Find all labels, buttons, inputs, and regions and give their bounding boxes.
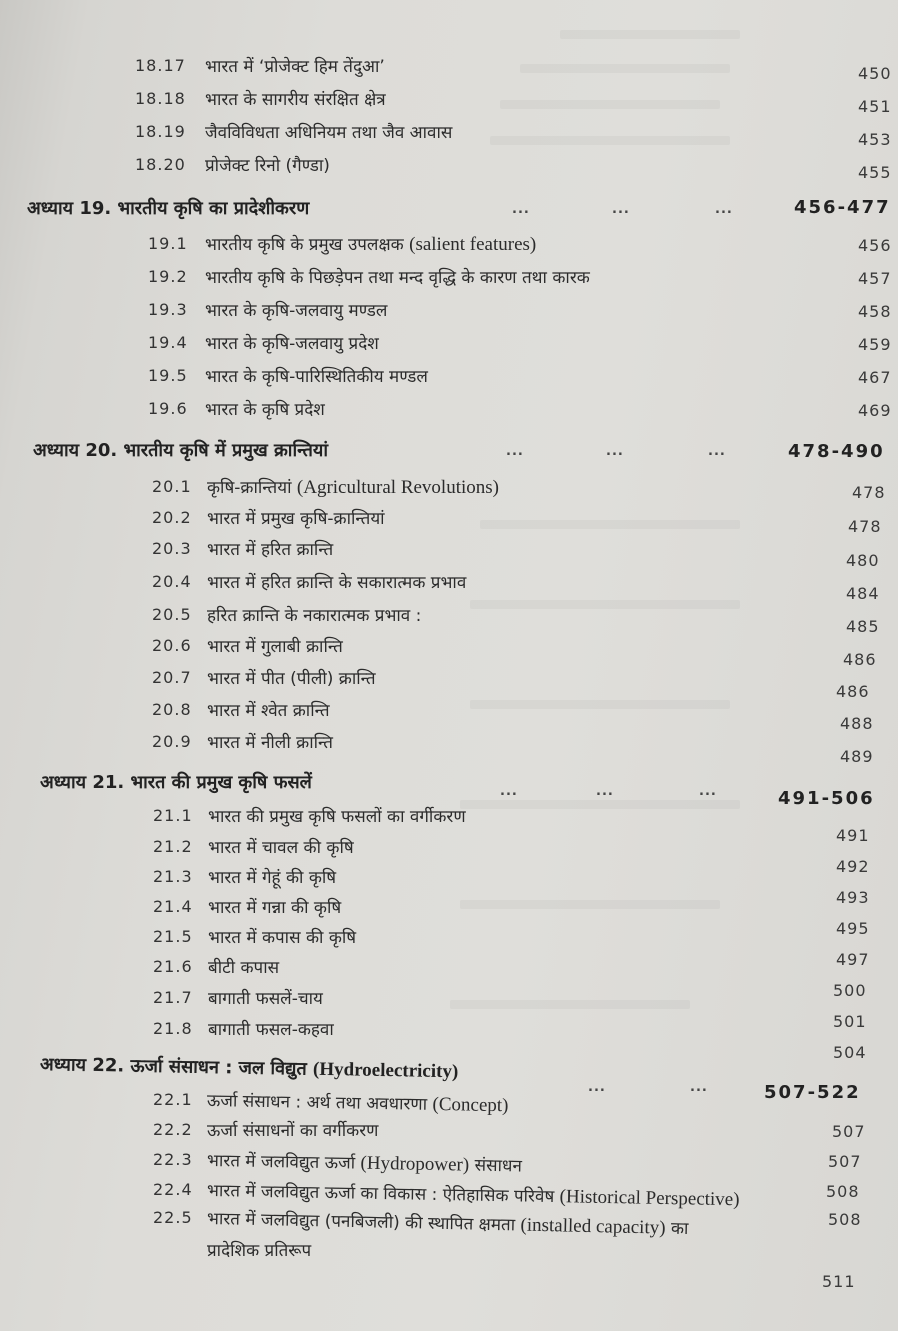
toc-entry[interactable] <box>0 1019 898 1062</box>
entry-number: 19.2 <box>148 267 188 286</box>
entry-title: भारत में जलविद्युत ऊर्जा (Hydropower) संसाधन <box>206 1151 523 1177</box>
entry-page: 450 <box>858 64 892 83</box>
toc-entry[interactable] <box>0 155 898 185</box>
toc-entry[interactable] <box>0 806 898 845</box>
entry-number: 20.5 <box>152 605 192 624</box>
toc-entry[interactable] <box>0 732 898 766</box>
entry-title: भारत के कृषि-पारिस्थितिकीय मण्डल <box>205 367 428 387</box>
entry-title: भारत के सागरीय संरक्षित क्षेत्र <box>205 90 386 110</box>
toc-entry[interactable] <box>0 605 898 635</box>
entry-page: 456 <box>858 236 892 255</box>
entry-title: भारत में गन्ना की कृषि <box>208 898 342 918</box>
leader-dots: ... <box>588 1080 606 1095</box>
entry-page: 489 <box>840 747 874 766</box>
entry-title: भारत के कृषि-जलवायु प्रदेश <box>205 334 379 354</box>
toc-entry[interactable] <box>0 333 898 363</box>
entry-title: भारत में जलविद्युत (पनबिजली) की स्थापित क्षमता (installed capacity) का <box>206 1209 689 1240</box>
entry-title: जैवविविधता अधिनियम तथा जैव आवास <box>205 123 453 143</box>
entry-page: 495 <box>836 919 870 938</box>
entry-title: भारतीय कृषि के प्रमुख उपलक्षक (salient features) <box>205 234 537 255</box>
leader-dots: ... <box>506 444 524 459</box>
entry-number: 20.1 <box>152 477 192 496</box>
entry-number: 18.20 <box>135 155 186 174</box>
entry-page: 453 <box>858 130 892 149</box>
entry-title: भारत में चावल की कृषि <box>208 838 354 858</box>
entry-title: प्रोजेक्ट रिनो (गैण्डा) <box>205 156 330 176</box>
entry-title: भारत में हरित क्रान्ति के सकारात्मक प्रभाव <box>207 573 467 593</box>
toc-entry[interactable] <box>0 636 898 669</box>
entry-title: भारत में कपास की कृषि <box>208 928 357 948</box>
entry-page: 500 <box>833 981 867 1000</box>
entry-number: 20.9 <box>152 732 192 751</box>
entry-page: 478 <box>848 517 882 536</box>
entry-title: भारत में प्रमुख कृषि-क्रान्तियां <box>207 509 385 529</box>
entry-title: भारत में ‘प्रोजेक्ट हिम तेंदुआ’ <box>205 57 385 77</box>
entry-number: 21.8 <box>153 1019 193 1038</box>
entry-number: 19.5 <box>148 366 188 385</box>
entry-title: भारत के कृषि प्रदेश <box>205 400 325 420</box>
entry-page: 491 <box>836 826 870 845</box>
entry-page: 492 <box>836 857 870 876</box>
entry-title: बीटी कपास <box>208 958 280 978</box>
entry-page: 451 <box>858 97 892 116</box>
entry-title: कृषि-क्रान्तियां (Agricultural Revolutions) <box>207 477 499 498</box>
toc-entry[interactable] <box>0 122 898 152</box>
entry-title: भारत में जलविद्युत ऊर्जा का विकास : ऐतिहासिक परिवेष (Historical Perspective) <box>206 1181 740 1211</box>
toc-entry[interactable] <box>0 700 898 733</box>
toc-entry[interactable] <box>0 267 898 297</box>
leader-dots: ... <box>699 784 717 799</box>
entry-page: 469 <box>858 401 892 420</box>
entry-number: 18.19 <box>135 122 186 141</box>
entry-page: 458 <box>858 302 892 321</box>
entry-page: 501 <box>833 1012 867 1031</box>
chapter-label: अध्याय 19. भारतीय कृषि का प्रादेशीकरण <box>27 198 310 219</box>
entry-title: भारत के कृषि-जलवायु मण्डल <box>205 301 388 321</box>
entry-title-continued: प्रादेशिक प्रतिरूप <box>207 1241 312 1261</box>
entry-number: 22.3 <box>153 1150 193 1169</box>
entry-number: 20.2 <box>152 508 192 527</box>
entry-title: भारत में पीत (पीली) क्रान्ति <box>207 669 376 689</box>
chapter-label: अध्याय 20. भारतीय कृषि में प्रमुख क्रान्तियां <box>33 440 329 461</box>
toc-entry[interactable] <box>0 837 898 876</box>
entry-title: भारत में हरित क्रान्ति <box>207 540 334 560</box>
toc-entry[interactable] <box>0 366 898 396</box>
toc-entry[interactable] <box>0 1208 898 1291</box>
entry-number: 21.2 <box>153 837 193 856</box>
leader-dots: ... <box>612 202 630 217</box>
entry-number: 21.5 <box>153 927 193 946</box>
entry-number: 20.3 <box>152 539 192 558</box>
entry-page: 467 <box>858 368 892 387</box>
toc-entry[interactable] <box>0 56 898 86</box>
show-through-text <box>560 30 740 39</box>
entry-page: 488 <box>840 714 874 733</box>
entry-title: भारतीय कृषि के पिछड़ेपन तथा मन्द वृद्धि के कारण तथा कारक <box>205 268 590 288</box>
entry-title: ऊर्जा संसाधनों का वर्गीकरण <box>207 1121 379 1141</box>
toc-entry[interactable] <box>0 539 898 569</box>
entry-page: 486 <box>843 650 877 669</box>
entry-number: 18.17 <box>135 56 186 75</box>
entry-number: 20.7 <box>152 668 192 687</box>
toc-entry[interactable] <box>0 234 898 264</box>
leader-dots: ... <box>500 784 518 799</box>
entry-page: 507 <box>828 1152 862 1171</box>
toc-entry[interactable] <box>0 399 898 429</box>
entry-title: भारत में गुलाबी क्रान्ति <box>207 637 343 657</box>
chapter-heading-19[interactable] <box>0 196 898 226</box>
leader-dots: ... <box>606 444 624 459</box>
entry-page: 485 <box>846 617 880 636</box>
entry-number: 20.6 <box>152 636 192 655</box>
leader-dots: ... <box>512 202 530 217</box>
toc-entry[interactable] <box>0 477 898 507</box>
chapter-page-range: 491-506 <box>778 788 875 809</box>
entry-page: 507 <box>832 1122 866 1141</box>
entry-number: 21.3 <box>153 867 193 886</box>
chapter-page-range: 507-522 <box>764 1082 861 1103</box>
entry-number: 19.1 <box>148 234 188 253</box>
chapter-heading-21[interactable] <box>0 770 898 809</box>
entry-title: बागाती फसल-कहवा <box>208 1020 334 1040</box>
entry-number: 22.2 <box>153 1120 193 1139</box>
toc-entry[interactable] <box>0 508 898 538</box>
entry-number: 21.7 <box>153 988 193 1007</box>
entry-page: 508 <box>828 1210 862 1229</box>
leader-dots: ... <box>596 784 614 799</box>
entry-page: 504 <box>833 1043 867 1062</box>
entry-title: भारत में नीली क्रान्ति <box>207 733 333 753</box>
entry-page: 484 <box>846 584 880 603</box>
chapter-page-range: 456-477 <box>794 197 891 218</box>
leader-dots: ... <box>708 444 726 459</box>
entry-page: 459 <box>858 335 892 354</box>
entry-number: 22.1 <box>153 1090 193 1109</box>
entry-number: 22.5 <box>153 1208 193 1227</box>
entry-number: 21.4 <box>153 897 193 916</box>
toc-entry[interactable] <box>0 668 898 701</box>
entry-number: 19.3 <box>148 300 188 319</box>
leader-dots: ... <box>715 202 733 217</box>
entry-title: ऊर्जा संसाधन : अर्थ तथा अवधारणा (Concept) <box>206 1091 509 1117</box>
entry-title: बागाती फसलें-चाय <box>208 989 323 1009</box>
entry-title: भारत की प्रमुख कृषि फसलों का वर्गीकरण <box>208 807 466 827</box>
entry-page: 486 <box>836 682 870 701</box>
entry-title: हरित क्रान्ति के नकारात्मक प्रभाव : <box>207 606 422 626</box>
chapter-label: अध्याय 22. ऊर्जा संसाधन : जल विद्युत (Hydroelectricity) <box>39 1054 459 1083</box>
entry-page: 480 <box>846 551 880 570</box>
chapter-page-range: 478-490 <box>788 441 885 462</box>
leader-dots: ... <box>690 1080 708 1095</box>
entry-page: 457 <box>858 269 892 288</box>
entry-number: 21.6 <box>153 957 193 976</box>
entry-page: 478 <box>852 483 886 502</box>
chapter-heading-20[interactable] <box>0 438 898 468</box>
entry-page: 493 <box>836 888 870 907</box>
entry-number: 19.6 <box>148 399 188 418</box>
entry-number: 19.4 <box>148 333 188 352</box>
entry-title: भारत में गेहूं की कृषि <box>208 868 337 888</box>
entry-title: भारत में श्वेत क्रान्ति <box>207 701 330 721</box>
toc-entry[interactable] <box>0 89 898 119</box>
entry-page: 497 <box>836 950 870 969</box>
entry-number: 21.1 <box>153 806 193 825</box>
entry-number: 20.4 <box>152 572 192 591</box>
chapter-label: अध्याय 21. भारत की प्रमुख कृषि फसलें <box>40 772 312 793</box>
entry-number: 22.4 <box>153 1180 193 1199</box>
entry-page: 511 <box>822 1272 856 1291</box>
toc-entry[interactable] <box>0 300 898 330</box>
entry-page: 455 <box>858 163 892 182</box>
entry-number: 18.18 <box>135 89 186 108</box>
toc-entry[interactable] <box>0 572 898 602</box>
entry-page: 508 <box>826 1182 860 1201</box>
entry-number: 20.8 <box>152 700 192 719</box>
